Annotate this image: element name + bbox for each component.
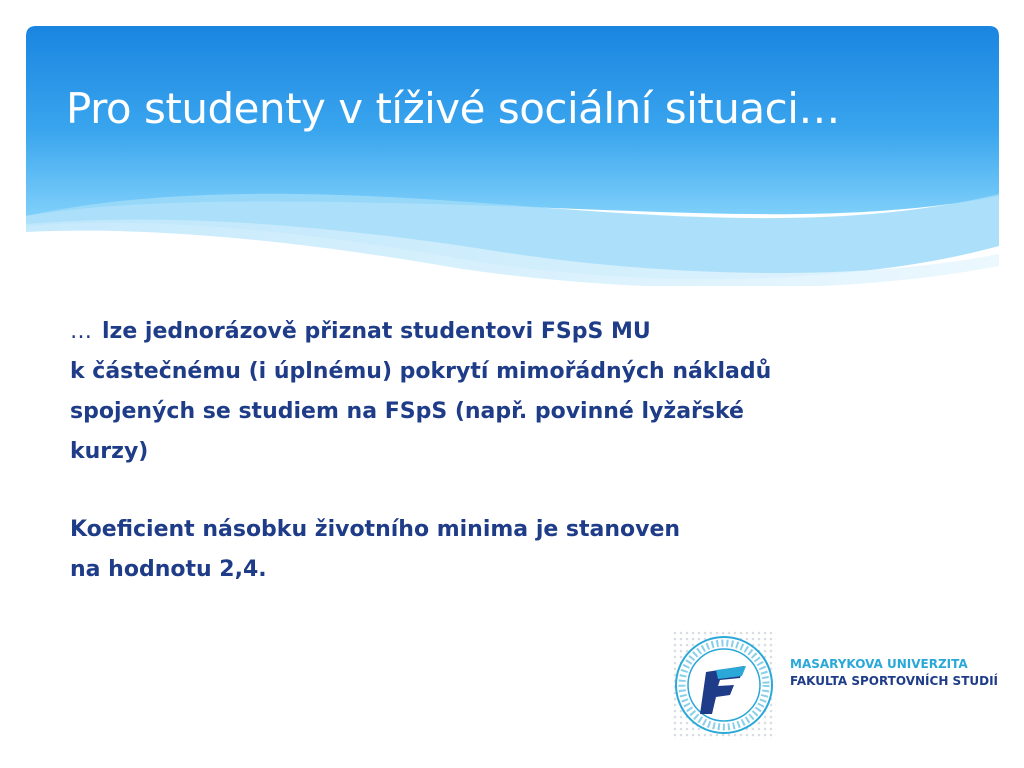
university-seal-icon [672, 630, 776, 740]
faculty-logo-text [790, 656, 998, 690]
bullet-marker: … [70, 319, 92, 344]
university-name: MASARYKOVA UNIVERZITA [790, 657, 968, 671]
faculty-name: FAKULTA SPORTOVNÍCH STUDIÍ [790, 674, 999, 688]
body-line-6: na hodnotu 2,4. [70, 557, 267, 582]
slide-title: Pro studenty v tíživé sociální situaci… [66, 84, 840, 133]
body-line-5: Koeficient násobku životního minima je stanoven [70, 517, 681, 542]
faculty-logo [672, 630, 1002, 740]
body-line-2: k částečnému (i úplnému) pokrytí mimořádných nákladů [70, 359, 772, 384]
slide-body [70, 312, 950, 590]
body-line-3: spojených se studiem na FSpS (např. povinné lyžařské [70, 399, 744, 424]
body-line-4: kurzy) [70, 439, 149, 464]
body-line-1-text: lze jednorázově přiznat studentovi FSpS MU [102, 319, 651, 344]
header-wave-graphic [26, 26, 999, 286]
header-banner [26, 26, 999, 286]
paragraph-spacer [70, 472, 950, 510]
body-line-1 [70, 312, 950, 352]
